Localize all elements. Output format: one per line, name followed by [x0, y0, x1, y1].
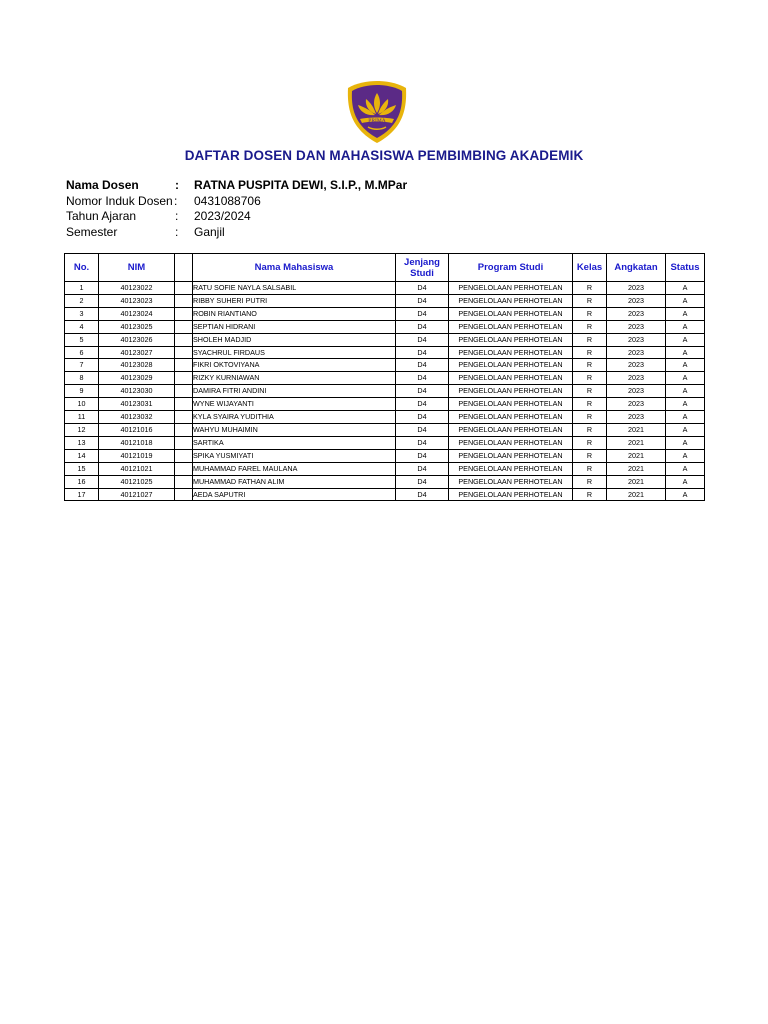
row-angkatan: 2023: [607, 282, 666, 295]
row-prodi: PENGELOLAAN PERHOTELAN: [449, 449, 573, 462]
header-no: No.: [65, 254, 99, 282]
row-nama: WYNE WIJAYANTI: [193, 398, 396, 411]
row-nama: RIZKY KURNIAWAN: [193, 372, 396, 385]
row-jenjang: D4: [396, 436, 449, 449]
row-angkatan: 2021: [607, 462, 666, 475]
table-row: [65, 307, 705, 320]
row-no: 15: [65, 462, 99, 475]
row-jenjang: D4: [396, 449, 449, 462]
row-nim: 40123025: [99, 320, 175, 333]
header-status: Status: [666, 254, 705, 282]
row-jenjang: D4: [396, 320, 449, 333]
row-jenjang: D4: [396, 359, 449, 372]
row-nama: DAMIRA FITRI ANDINI: [193, 385, 396, 398]
row-jenjang: D4: [396, 475, 449, 488]
row-status: A: [666, 346, 705, 359]
row-nama: SPIKA YUSMIYATI: [193, 449, 396, 462]
row-nama: SYACHRUL FIRDAUS: [193, 346, 396, 359]
header-jenjang-line2: Studi: [410, 267, 434, 279]
row-kelas: R: [573, 423, 607, 436]
header-blank: [175, 254, 193, 282]
row-prodi: PENGELOLAAN PERHOTELAN: [449, 320, 573, 333]
row-blank: [175, 359, 193, 372]
row-nama: KYLA SYAIRA YUDITHIA: [193, 411, 396, 424]
row-nama: RIBBY SUHERI PUTRI: [193, 294, 396, 307]
row-jenjang: D4: [396, 488, 449, 501]
row-status: A: [666, 359, 705, 372]
row-prodi: PENGELOLAAN PERHOTELAN: [449, 488, 573, 501]
table-row: [65, 488, 705, 501]
row-kelas: R: [573, 462, 607, 475]
row-nim: 40123031: [99, 398, 175, 411]
row-prodi: PENGELOLAAN PERHOTELAN: [449, 436, 573, 449]
row-status: A: [666, 307, 705, 320]
nama-dosen-row: [66, 178, 407, 194]
row-blank: [175, 372, 193, 385]
row-prodi: PENGELOLAAN PERHOTELAN: [449, 307, 573, 320]
row-angkatan: 2023: [607, 307, 666, 320]
row-blank: [175, 462, 193, 475]
header-prodi: Program Studi: [449, 254, 573, 282]
row-nim: 40121027: [99, 488, 175, 501]
row-jenjang: D4: [396, 398, 449, 411]
row-jenjang: D4: [396, 294, 449, 307]
row-nama: RATU SOFIE NAYLA SALSABIL: [193, 282, 396, 295]
row-blank: [175, 475, 193, 488]
semester-value: Ganjil: [194, 224, 225, 239]
row-jenjang: D4: [396, 346, 449, 359]
row-nim: 40123022: [99, 282, 175, 295]
row-blank: [175, 398, 193, 411]
row-angkatan: 2023: [607, 385, 666, 398]
table-row: [65, 449, 705, 462]
semester-label: Semester: [66, 224, 118, 239]
row-status: A: [666, 462, 705, 475]
row-nim: 40121019: [99, 449, 175, 462]
row-no: 12: [65, 423, 99, 436]
row-kelas: R: [573, 307, 607, 320]
row-jenjang: D4: [396, 333, 449, 346]
row-status: A: [666, 488, 705, 501]
row-no: 16: [65, 475, 99, 488]
row-kelas: R: [573, 385, 607, 398]
tahun-label: Tahun Ajaran: [66, 209, 137, 223]
row-nama: AEDA SAPUTRI: [193, 488, 396, 501]
row-nama: MUHAMMAD FAREL MAULANA: [193, 462, 396, 475]
row-no: 5: [65, 333, 99, 346]
table-row: [65, 359, 705, 372]
row-no: 17: [65, 488, 99, 501]
row-blank: [175, 449, 193, 462]
row-prodi: PENGELOLAAN PERHOTELAN: [449, 462, 573, 475]
nid-value: 0431088706: [194, 193, 261, 208]
row-blank: [175, 488, 193, 501]
row-nim: 40123023: [99, 294, 175, 307]
row-kelas: R: [573, 475, 607, 488]
row-blank: [175, 307, 193, 320]
header-jenjang-line1: Jenjang: [404, 256, 440, 268]
row-nim: 40121025: [99, 475, 175, 488]
row-status: A: [666, 436, 705, 449]
row-jenjang: D4: [396, 385, 449, 398]
row-nim: 40123030: [99, 385, 175, 398]
row-angkatan: 2023: [607, 320, 666, 333]
table-row: [65, 320, 705, 333]
row-jenjang: D4: [396, 423, 449, 436]
row-kelas: R: [573, 398, 607, 411]
row-angkatan: 2023: [607, 372, 666, 385]
tahun-value: 2023/2024: [194, 209, 251, 223]
table-header-row: [65, 254, 705, 282]
table-row: [65, 411, 705, 424]
row-nama: MUHAMMAD FATHAN ALIM: [193, 475, 396, 488]
row-blank: [175, 320, 193, 333]
row-status: A: [666, 398, 705, 411]
row-prodi: PENGELOLAAN PERHOTELAN: [449, 282, 573, 295]
row-angkatan: 2021: [607, 449, 666, 462]
row-no: 14: [65, 449, 99, 462]
row-status: A: [666, 449, 705, 462]
row-nim: 40123026: [99, 333, 175, 346]
nama-dosen-label: Nama Dosen: [66, 178, 139, 192]
table-row: [65, 423, 705, 436]
row-no: 10: [65, 398, 99, 411]
row-angkatan: 2023: [607, 359, 666, 372]
row-angkatan: 2023: [607, 398, 666, 411]
row-no: 11: [65, 411, 99, 424]
row-nim: 40123027: [99, 346, 175, 359]
row-nama: SHOLEH MADJID: [193, 333, 396, 346]
separator: :: [175, 209, 179, 223]
row-kelas: R: [573, 411, 607, 424]
row-kelas: R: [573, 282, 607, 295]
row-status: A: [666, 372, 705, 385]
separator: :: [175, 178, 179, 192]
row-no: 1: [65, 282, 99, 295]
header-angkatan: Angkatan: [607, 254, 666, 282]
table-row: [65, 398, 705, 411]
row-prodi: PENGELOLAAN PERHOTELAN: [449, 475, 573, 488]
row-jenjang: D4: [396, 372, 449, 385]
row-blank: [175, 411, 193, 424]
row-status: A: [666, 294, 705, 307]
row-no: 3: [65, 307, 99, 320]
row-nim: 40121018: [99, 436, 175, 449]
row-blank: [175, 346, 193, 359]
row-angkatan: 2023: [607, 333, 666, 346]
table-row: [65, 333, 705, 346]
row-prodi: PENGELOLAAN PERHOTELAN: [449, 372, 573, 385]
separator: :: [174, 193, 178, 208]
row-no: 6: [65, 346, 99, 359]
row-status: A: [666, 411, 705, 424]
row-status: A: [666, 333, 705, 346]
row-no: 2: [65, 294, 99, 307]
semester-row: [66, 225, 407, 241]
row-kelas: R: [573, 488, 607, 501]
row-angkatan: 2023: [607, 411, 666, 424]
row-nim: 40123032: [99, 411, 175, 424]
row-status: A: [666, 423, 705, 436]
row-jenjang: D4: [396, 411, 449, 424]
row-nim: 40123028: [99, 359, 175, 372]
svg-text:PRIMA: PRIMA: [368, 118, 386, 124]
row-angkatan: 2023: [607, 294, 666, 307]
row-nama: WAHYU MUHAIMIN: [193, 423, 396, 436]
row-prodi: PENGELOLAAN PERHOTELAN: [449, 333, 573, 346]
table-row: [65, 282, 705, 295]
row-no: 4: [65, 320, 99, 333]
page-title: DAFTAR DOSEN DAN MAHASISWA PEMBIMBING AKADEMIK: [184, 148, 584, 163]
row-status: A: [666, 320, 705, 333]
table-row: [65, 436, 705, 449]
row-kelas: R: [573, 294, 607, 307]
row-angkatan: 2023: [607, 346, 666, 359]
row-jenjang: D4: [396, 282, 449, 295]
nid-row: [66, 194, 407, 210]
row-kelas: R: [573, 359, 607, 372]
header-nama: Nama Mahasiswa: [193, 254, 396, 282]
nama-dosen-value: RATNA PUSPITA DEWI, S.I.P., M.MPar: [194, 178, 408, 192]
row-jenjang: D4: [396, 462, 449, 475]
row-nama: SEPTIAN HIDRANI: [193, 320, 396, 333]
row-prodi: PENGELOLAAN PERHOTELAN: [449, 294, 573, 307]
row-blank: [175, 385, 193, 398]
row-nim: 40123024: [99, 307, 175, 320]
separator: :: [175, 224, 179, 239]
lecturer-info: [66, 178, 407, 240]
row-kelas: R: [573, 449, 607, 462]
row-nim: 40121016: [99, 423, 175, 436]
row-kelas: R: [573, 436, 607, 449]
row-kelas: R: [573, 346, 607, 359]
row-angkatan: 2021: [607, 423, 666, 436]
row-prodi: PENGELOLAAN PERHOTELAN: [449, 346, 573, 359]
nid-label: Nomor Induk Dosen: [66, 193, 173, 208]
table-row: [65, 475, 705, 488]
row-angkatan: 2021: [607, 475, 666, 488]
table-row: [65, 462, 705, 475]
row-kelas: R: [573, 320, 607, 333]
header-nim: NIM: [99, 254, 175, 282]
row-no: 8: [65, 372, 99, 385]
row-kelas: R: [573, 333, 607, 346]
header-kelas: Kelas: [573, 254, 607, 282]
row-prodi: PENGELOLAAN PERHOTELAN: [449, 359, 573, 372]
table-row: [65, 346, 705, 359]
row-prodi: PENGELOLAAN PERHOTELAN: [449, 385, 573, 398]
row-nama: ROBIN RIANTIANO: [193, 307, 396, 320]
row-status: A: [666, 385, 705, 398]
row-jenjang: D4: [396, 307, 449, 320]
row-nim: 40121021: [99, 462, 175, 475]
row-status: A: [666, 475, 705, 488]
row-blank: [175, 423, 193, 436]
row-blank: [175, 294, 193, 307]
row-blank: [175, 436, 193, 449]
row-prodi: PENGELOLAAN PERHOTELAN: [449, 411, 573, 424]
table-row: [65, 372, 705, 385]
table-row: [65, 294, 705, 307]
row-nim: 40123029: [99, 372, 175, 385]
tahun-row: [66, 209, 407, 225]
row-no: 13: [65, 436, 99, 449]
row-no: 7: [65, 359, 99, 372]
row-nama: SARTIKA: [193, 436, 396, 449]
table-body: [65, 282, 705, 501]
row-status: A: [666, 282, 705, 295]
prima-logo: [346, 79, 408, 145]
row-blank: [175, 333, 193, 346]
row-kelas: R: [573, 372, 607, 385]
row-angkatan: 2021: [607, 436, 666, 449]
row-prodi: PENGELOLAAN PERHOTELAN: [449, 423, 573, 436]
row-prodi: PENGELOLAAN PERHOTELAN: [449, 398, 573, 411]
table-row: [65, 385, 705, 398]
row-blank: [175, 282, 193, 295]
student-table: [64, 253, 705, 501]
row-nama: FIKRI OKTOVIYANA: [193, 359, 396, 372]
row-no: 9: [65, 385, 99, 398]
header-jenjang: [396, 254, 449, 282]
row-angkatan: 2021: [607, 488, 666, 501]
